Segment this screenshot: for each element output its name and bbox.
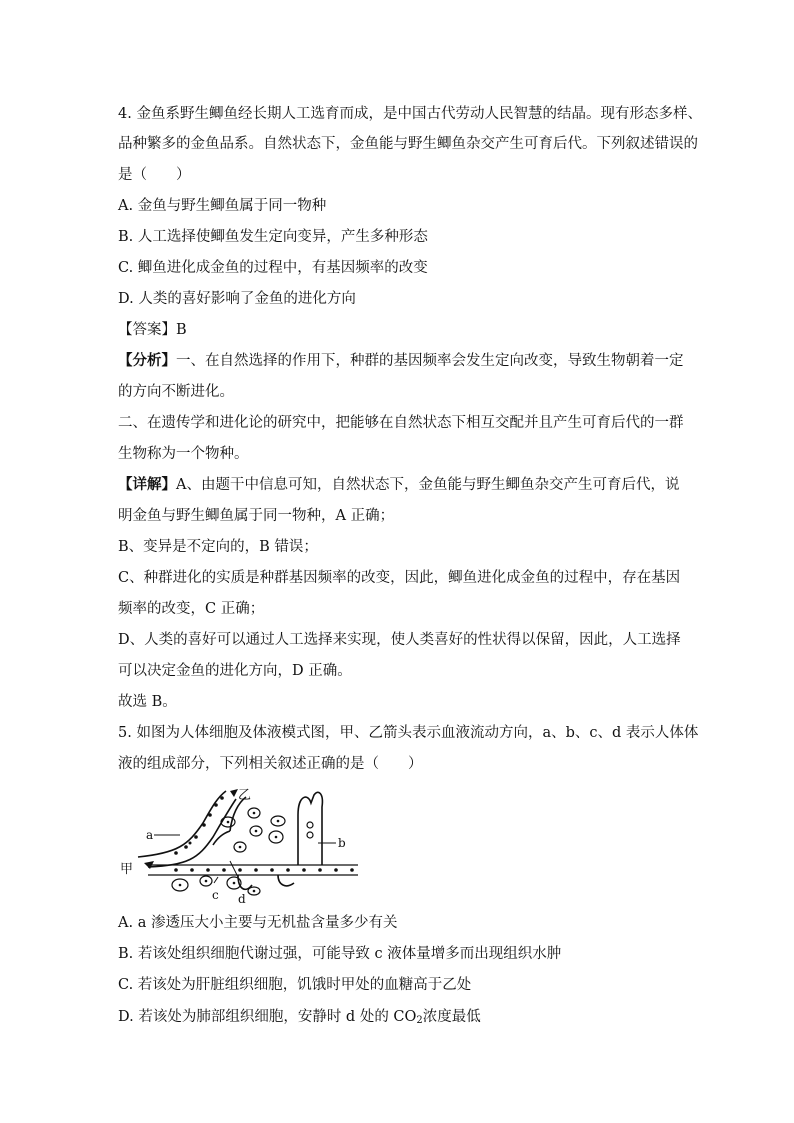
q4-detail-line3: B、变异是不定向的，B 错误； [118, 539, 318, 555]
co2-subscript: 2 [416, 1015, 423, 1026]
q4-detail-line2: 明金鱼与野生鲫鱼属于同一物种，A 正确； [118, 508, 395, 524]
q5-option-b: B. 若该处组织细胞代谢过强，可能导致 c 液体量增多而出现组织水肿 [118, 946, 562, 962]
q5-stem-line2: 液的组成部分，下列相关叙述正确的是（ ） [118, 756, 423, 772]
diagram-label-jia: 甲 [120, 862, 134, 877]
diagram-label-a: a [146, 828, 154, 842]
q4-detail-line4: C、种群进化的实质是种群基因频率的改变，因此，鲫鱼进化成金鱼的过程中，存在基因 [118, 570, 681, 586]
q4-conclusion: 故选 B。 [118, 694, 177, 710]
q4-option-a: A. 金鱼与野生鲫鱼属于同一物种 [118, 198, 327, 214]
diagram-label-yi: 乙 [238, 788, 252, 803]
q4-detail-line5: 频率的改变，C 正确； [118, 601, 265, 617]
q5-option-d-text: D. 若该处为肺部组织细胞，安静时 d 处的 CO [118, 1009, 417, 1025]
q4-option-b: B. 人工选择使鲫鱼发生定向变异，产生多种形态 [118, 229, 428, 245]
q4-analysis-line4: 生物称为一个物种。 [118, 446, 249, 462]
diagram-label-c: c [212, 888, 219, 902]
analysis-text: 一、在自然选择的作用下，种群的基因频率会发生定向改变，导致生物朝着一定 [176, 353, 684, 369]
q4-answer: 【答案】B [118, 322, 187, 338]
q4-analysis-line2: 的方向不断进化。 [118, 384, 234, 400]
q5-option-c: C. 若该处为肝脏组织细胞，饥饿时甲处的血糖高于乙处 [118, 977, 472, 993]
body-fluid-diagram [118, 785, 368, 905]
q5-stem-line1: 5. 如图为人体细胞及体液模式图，甲、乙箭头表示血液流动方向，a、b、c、d 表示人体体 [118, 725, 699, 741]
q4-analysis-line3: 二、在遗传学和进化论的研究中，把能够在自然状态下相互交配并且产生可育后代的一群 [118, 415, 684, 431]
q5-option-d-tail: 浓度最低 [422, 1009, 481, 1025]
diagram-label-d: d [238, 892, 246, 905]
detail-label: 【详解】 [118, 476, 176, 493]
q4-option-c: C. 鲫鱼进化成金鱼的过程中，有基因频率的改变 [118, 260, 428, 276]
q4-option-d: D. 人类的喜好影响了金鱼的进化方向 [118, 291, 356, 307]
q4-analysis-line1 [118, 351, 684, 371]
q4-stem-line1: 4. 金鱼系野生鲫鱼经长期人工选育而成，是中国古代劳动人民智慧的结晶。现有形态多样、 [118, 106, 702, 122]
diagram-label-b: b [338, 836, 346, 850]
q4-stem-line3: 是（ ） [118, 167, 191, 183]
q5-option-a: A. a 渗透压大小主要与无机盐含量多少有关 [118, 915, 398, 931]
q4-detail-line1 [118, 475, 679, 495]
q4-detail-line6: D、人类的喜好可以通过人工选择来实现，使人类喜好的性状得以保留，因此，人工选择 [118, 632, 681, 648]
analysis-label: 【分析】 [118, 352, 176, 369]
detail-text: A、由题干中信息可知，自然状态下，金鱼能与野生鲫鱼杂交产生可育后代，说 [176, 477, 680, 493]
q4-detail-line7: 可以决定金鱼的进化方向，D 正确。 [118, 663, 352, 679]
q5-option-d [118, 1007, 481, 1031]
q4-stem-line2: 品种繁多的金鱼品系。自然状态下，金鱼能与野生鲫鱼杂交产生可育后代。下列叙述错误的 [118, 136, 698, 152]
